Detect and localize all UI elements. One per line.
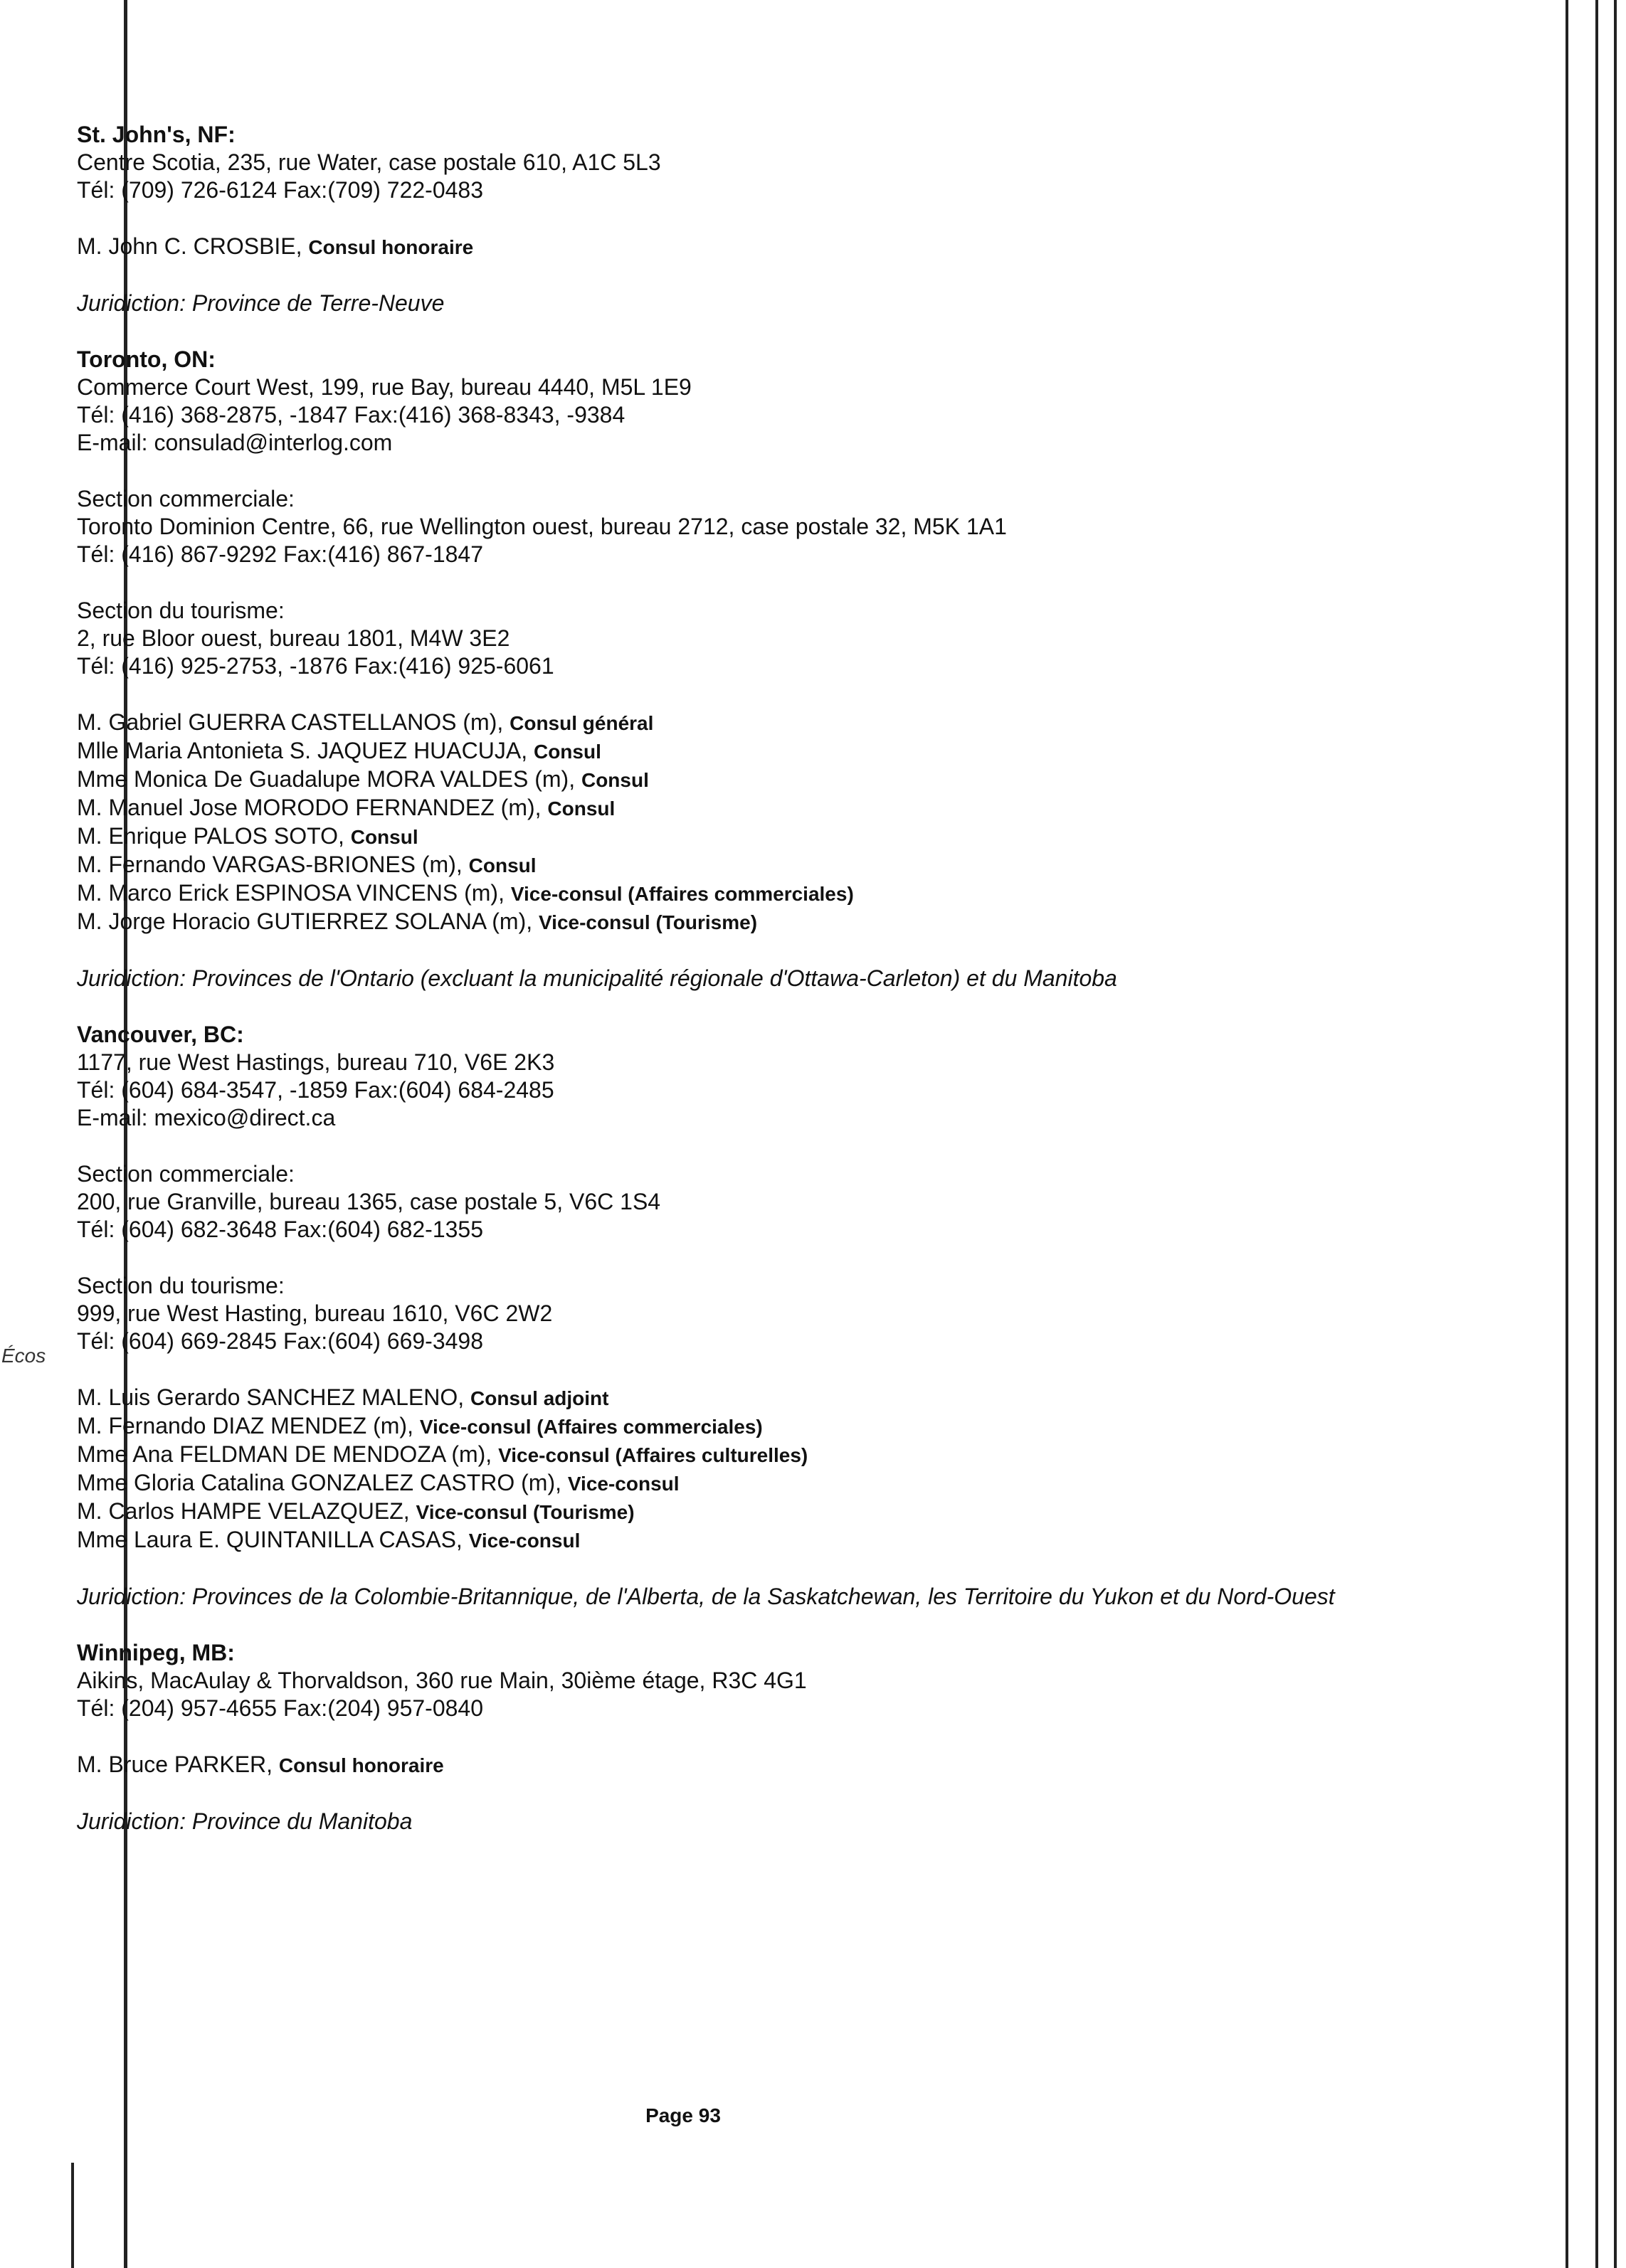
consulate-section (77, 346, 1557, 992)
address-line: E-mail: consulad@interlog.com (77, 430, 393, 455)
staff-list (77, 1751, 1557, 1779)
staff-name: M. Bruce PARKER, (77, 1752, 273, 1777)
staff-role: Vice-consul (Tourisme) (539, 911, 758, 933)
staff-name: Mme Monica De Guadalupe MORA VALDES (m), (77, 766, 576, 792)
address-line: Aikins, MacAulay & Thorvaldson, 360 rue Main, 30ième étage, R3C 4G1 (77, 1668, 807, 1693)
scan-edge-line (71, 2163, 74, 2268)
staff-role: Consul honoraire (308, 236, 474, 258)
staff-name: Mme Ana FELDMAN DE MENDOZA (m), (77, 1441, 492, 1467)
address-line: Section du tourisme: (77, 1273, 285, 1298)
staff-entry (77, 1441, 1557, 1469)
address-line: 1177, rue West Hastings, bureau 710, V6E 2K3 (77, 1049, 555, 1075)
consulate-section (77, 1639, 1557, 1835)
staff-entry (77, 879, 1557, 908)
consulate-section (77, 121, 1557, 317)
staff-list (77, 233, 1557, 261)
staff-name: M. Manuel Jose MORODO FERNANDEZ (m), (77, 795, 542, 820)
staff-role: Vice-consul (567, 1473, 680, 1495)
staff-name: Mlle Maria Antonieta S. JAQUEZ HUACUJA, (77, 738, 528, 763)
staff-entry (77, 1469, 1557, 1498)
staff-name: M. Fernando VARGAS-BRIONES (m), (77, 852, 463, 877)
staff-entry (77, 1384, 1557, 1412)
address-line: Tél: (416) 867-9292 Fax:(416) 867-1847 (77, 541, 484, 567)
staff-entry (77, 822, 1557, 851)
scan-edge-line (1566, 0, 1568, 2268)
address-line: Tél: (416) 368-2875, -1847 Fax:(416) 368-8343, -9384 (77, 402, 625, 428)
address-block (77, 1160, 1557, 1244)
staff-list (77, 1384, 1557, 1554)
address-line: Section du tourisme: (77, 598, 285, 623)
address-block (77, 597, 1557, 680)
address-line: Tél: (416) 925-2753, -1876 Fax:(416) 925-6061 (77, 653, 554, 679)
address-block (77, 149, 1557, 204)
staff-name: M. Luis Gerardo SANCHEZ MALENO, (77, 1384, 465, 1410)
address-block (77, 485, 1557, 568)
staff-role: Vice-consul (Affaires culturelles) (498, 1444, 808, 1466)
jurisdiction: Juridiction: Province de Terre-Neuve (77, 290, 445, 316)
staff-entry (77, 794, 1557, 822)
scan-edge-line (1595, 0, 1598, 2268)
page-number: Page 93 (645, 2104, 721, 2126)
address-line: Tél: (604) 682-3648 Fax:(604) 682-1355 (77, 1217, 484, 1242)
staff-entry (77, 1498, 1557, 1526)
address-line: Centre Scotia, 235, rue Water, case postale 610, A1C 5L3 (77, 149, 661, 175)
staff-role: Consul (468, 854, 537, 876)
staff-role: Vice-consul (468, 1530, 581, 1552)
staff-role: Consul (533, 741, 601, 763)
staff-name: M. Marco Erick ESPINOSA VINCENS (m), (77, 880, 505, 906)
margin-note: Écos (1, 1345, 46, 1367)
city-heading: Winnipeg, MB: (77, 1640, 235, 1665)
address-line: Section commerciale: (77, 486, 295, 512)
staff-role: Consul honoraire (278, 1754, 444, 1776)
staff-entry (77, 1412, 1557, 1441)
city-heading: Toronto, ON: (77, 346, 216, 372)
staff-entry (77, 737, 1557, 765)
address-line: Tél: (709) 726-6124 Fax:(709) 722-0483 (77, 177, 484, 203)
staff-list (77, 709, 1557, 936)
address-line: 999, rue West Hasting, bureau 1610, V6C 2W2 (77, 1300, 553, 1326)
address-line: Tél: (204) 957-4655 Fax:(204) 957-0840 (77, 1695, 484, 1721)
address-block (77, 1049, 1557, 1132)
address-block (77, 1667, 1557, 1722)
staff-entry (77, 765, 1557, 794)
staff-role: Vice-consul (Affaires commerciales) (419, 1416, 763, 1438)
staff-entry (77, 851, 1557, 879)
staff-role: Consul général (510, 712, 654, 734)
address-line: 2, rue Bloor ouest, bureau 1801, M4W 3E2 (77, 625, 510, 651)
staff-role: Consul (547, 797, 616, 820)
city-heading: St. John's, NF: (77, 122, 236, 147)
scan-edge-line (1614, 0, 1617, 2268)
consulate-section (77, 1021, 1557, 1611)
staff-entry (77, 709, 1557, 737)
staff-entry (77, 1751, 1557, 1779)
jurisdiction: Juridiction: Provinces de la Colombie-Britannique, de l'Alberta, de la Saskatchewan, les Territoire du Yukon et du Nord-Ouest (77, 1584, 1335, 1609)
staff-role: Vice-consul (Tourisme) (416, 1501, 635, 1523)
consulate-listing (77, 121, 1557, 1864)
address-line: Tél: (604) 669-2845 Fax:(604) 669-3498 (77, 1328, 484, 1354)
staff-role: Vice-consul (Affaires commerciales) (510, 883, 854, 905)
jurisdiction: Juridiction: Province du Manitoba (77, 1808, 413, 1834)
address-block (77, 1272, 1557, 1355)
address-line: Tél: (604) 684-3547, -1859 Fax:(604) 684-2485 (77, 1077, 554, 1103)
staff-name: M. Gabriel GUERRA CASTELLANOS (m), (77, 709, 504, 735)
address-block (77, 373, 1557, 457)
staff-role: Consul adjoint (470, 1387, 609, 1409)
staff-role: Consul (581, 769, 649, 791)
staff-role: Consul (350, 826, 418, 848)
staff-name: M. Jorge Horacio GUTIERREZ SOLANA (m), (77, 908, 533, 934)
staff-name: Mme Gloria Catalina GONZALEZ CASTRO (m), (77, 1470, 561, 1495)
address-line: Toronto Dominion Centre, 66, rue Wellington ouest, bureau 2712, case postale 32, M5K 1A1 (77, 514, 1007, 539)
jurisdiction: Juridiction: Provinces de l'Ontario (excluant la municipalité régionale d'Ottawa-Carleton) et du Manitoba (77, 965, 1117, 991)
address-line: Section commerciale: (77, 1161, 295, 1187)
staff-name: M. Enrique PALOS SOTO, (77, 823, 344, 849)
city-heading: Vancouver, BC: (77, 1022, 244, 1047)
address-line: E-mail: mexico@direct.ca (77, 1105, 336, 1130)
staff-name: M. John C. CROSBIE, (77, 233, 302, 259)
staff-entry (77, 1526, 1557, 1554)
staff-name: M. Fernando DIAZ MENDEZ (m), (77, 1413, 413, 1438)
address-line: 200, rue Granville, bureau 1365, case postale 5, V6C 1S4 (77, 1189, 661, 1214)
address-line: Commerce Court West, 199, rue Bay, bureau 4440, M5L 1E9 (77, 374, 692, 400)
staff-entry (77, 233, 1557, 261)
staff-entry (77, 908, 1557, 936)
staff-name: M. Carlos HAMPE VELAZQUEZ, (77, 1498, 410, 1524)
staff-name: Mme Laura E. QUINTANILLA CASAS, (77, 1527, 463, 1552)
